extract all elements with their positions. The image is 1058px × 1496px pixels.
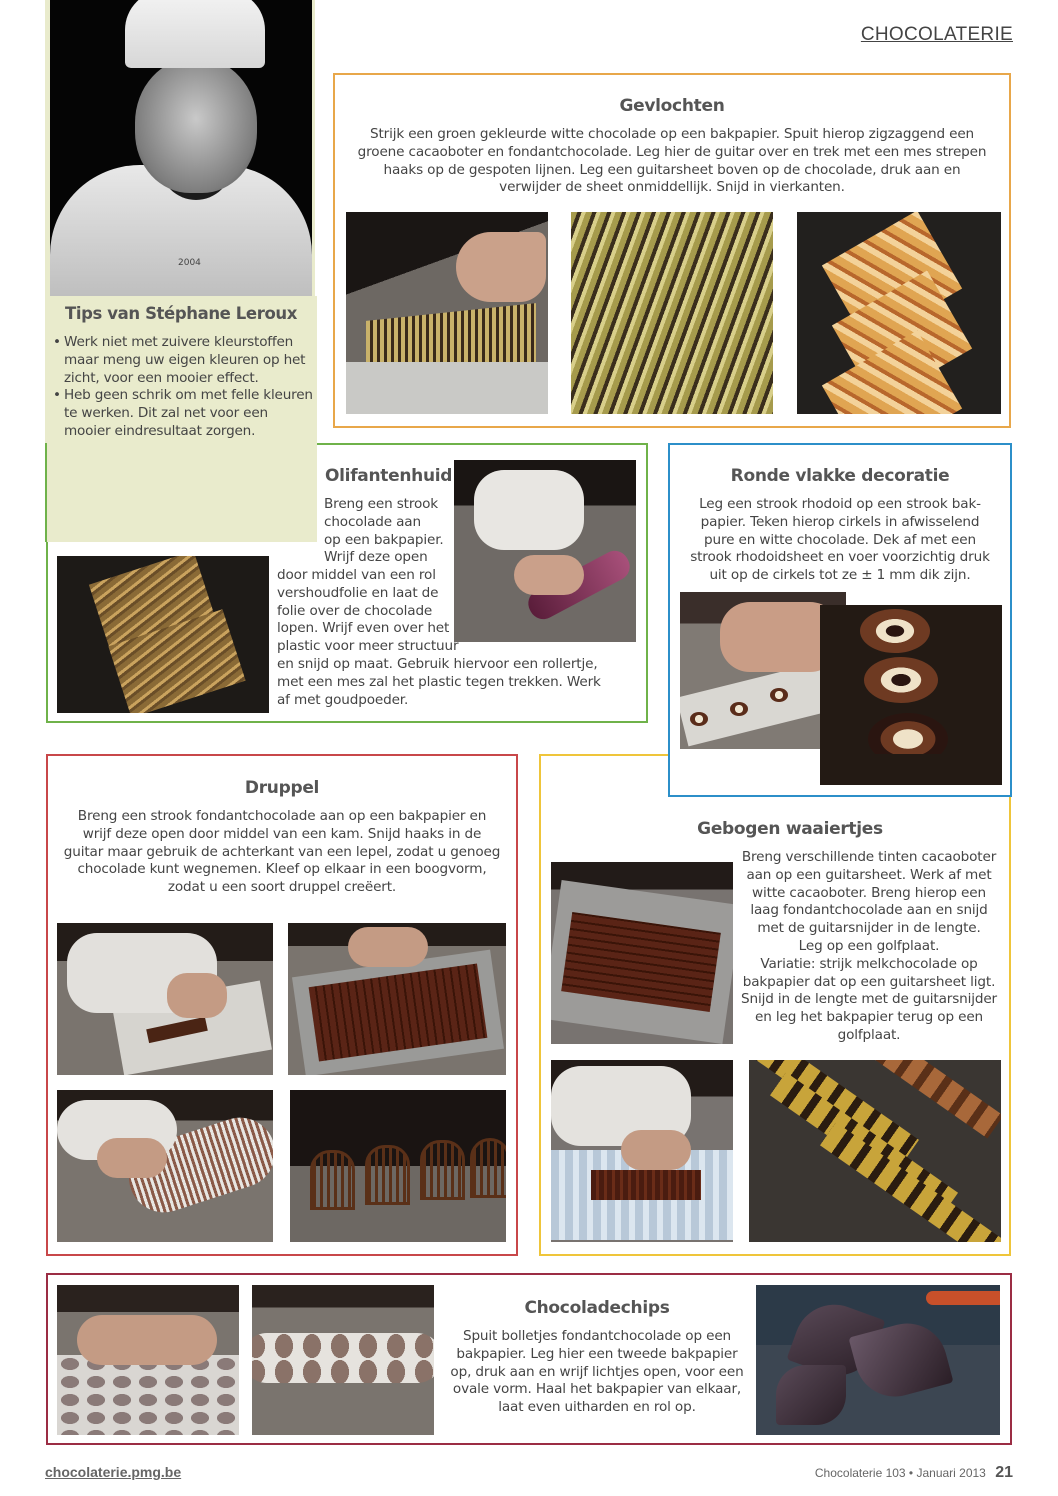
ronde-text: Leg een strook rhodoid op een strook bak- papier. Teken hierop cirkels in afwisselend pure en witte chocolade. Dek af met een strook rhodoidsheet en voer voorzichtig druk uit op de cirkels tot ze ± 1 mm dik zijn. bbox=[690, 496, 990, 584]
tips-overlap bbox=[45, 443, 317, 542]
chips-photo-3 bbox=[756, 1285, 1000, 1435]
chef-portrait-photo bbox=[50, 0, 312, 296]
olifantenhuid-text-bottom: door middel van een rol vershoudfolie en laat de folie over de chocolade lopen. Wrijf even over het plastic voor meer structuur en snijd op maat. Gebruik hiervoor een rollertje, met een mes zal het plastic tegen trekken. Werk af met goudpoeder. bbox=[277, 567, 601, 708]
footer-issue bbox=[815, 1464, 1013, 1482]
tip-item: • Heb geen schrik om met felle kleuren te werken. Dit zal net voor een mooier eindresultaat zorgen. bbox=[53, 387, 315, 440]
waaiertjes-photo-3 bbox=[749, 1060, 1001, 1242]
chips-photo-1 bbox=[57, 1285, 239, 1435]
footer-site-link[interactable]: chocolaterie.pmg.be bbox=[45, 1464, 182, 1480]
olifantenhuid-text-top: Breng een strook chocolade aan op een bakpapier. Wrijf deze open bbox=[324, 496, 444, 566]
druppel-photo-4 bbox=[290, 1090, 506, 1242]
druppel-title: Druppel bbox=[244, 778, 320, 798]
waaiertjes-title: Gebogen waaiertjes bbox=[697, 819, 883, 839]
chips-text: Spuit bolletjes fondantchocolade op een bakpapier. Leg hier een tweede bakpapier op, druk aan en wrijf lichtjes open, voor een ovale vorm. Haal het bakpapier van elkaar, laat even uitharden en rol op. bbox=[450, 1328, 744, 1416]
waaiertjes-text: Breng verschillende tinten cacaoboter aan op een guitarsheet. Werk af met witte cacaoboter. Breng hierop een laag fondantchocolade aan en snijd met de guitarsnijder in de lengte. Leg op een golfplaat. Variatie: strijk melkchocolade op bakpapier dat op een guitarsheet ligt. Snijd in de lengte met de guitarsnijder en leg het bakpapier terug op een golfplaat. bbox=[741, 849, 997, 1043]
jacket-logo: 2004 bbox=[178, 258, 201, 268]
gevlochten-photo-3 bbox=[797, 212, 1001, 414]
olifantenhuid-photo-result bbox=[57, 556, 269, 713]
druppel-photo-2 bbox=[288, 923, 506, 1075]
druppel-text: Breng een strook fondantchocolade aan op een bakpapier en wrijf deze open door middel van een kam. Snijd haaks in de guitar maar gebruik de achterkant van een lepel, zodat u genoeg chocolade kunt wegnemen. Kleef op elkaar in een boogvorm, zodat u een soort druppel creëert. bbox=[63, 808, 501, 896]
page-number: 21 bbox=[995, 1464, 1013, 1481]
druppel-photo-1 bbox=[57, 923, 273, 1075]
gevlochten-photo-1 bbox=[346, 212, 548, 414]
olifantenhuid-title: Olifantenhuid bbox=[325, 466, 453, 486]
tips-title: Tips van Stéphane Leroux bbox=[65, 304, 297, 323]
ronde-title: Ronde vlakke decoratie bbox=[730, 466, 950, 486]
gevlochten-photo-2 bbox=[571, 212, 773, 414]
chips-title: Chocoladechips bbox=[524, 1298, 670, 1318]
footer-issue-text: Chocolaterie 103 • Januari 2013 bbox=[814, 1466, 986, 1480]
waaiertjes-photo-2 bbox=[551, 1060, 733, 1242]
chips-photo-2 bbox=[252, 1285, 434, 1435]
section-title: CHOCOLATERIE bbox=[860, 24, 1013, 45]
ronde-box-edge bbox=[668, 443, 1012, 797]
ronde-photo-result-tail bbox=[820, 754, 1002, 785]
gevlochten-title: Gevlochten bbox=[619, 96, 725, 116]
gevlochten-text: Strijk een groen gekleurde witte chocolade op een bakpapier. Spuit hierop zigzaggend een groene cacaoboter en fondantchocolade. Leg hier de guitar over en trek met een mes strepen haaks op de gespoten lijnen. Leg een guitarsheet boven op de chocolade, druk aan en verwijder de sheet onmiddellijk. Snijd in vierkanten. bbox=[357, 126, 987, 196]
druppel-photo-3 bbox=[57, 1090, 273, 1242]
waaiertjes-photo-1 bbox=[551, 862, 733, 1044]
tip-item: • Werk niet met zuivere kleurstoffen maar meng uw eigen kleuren op het zicht, voor een mooier effect. bbox=[53, 334, 315, 387]
